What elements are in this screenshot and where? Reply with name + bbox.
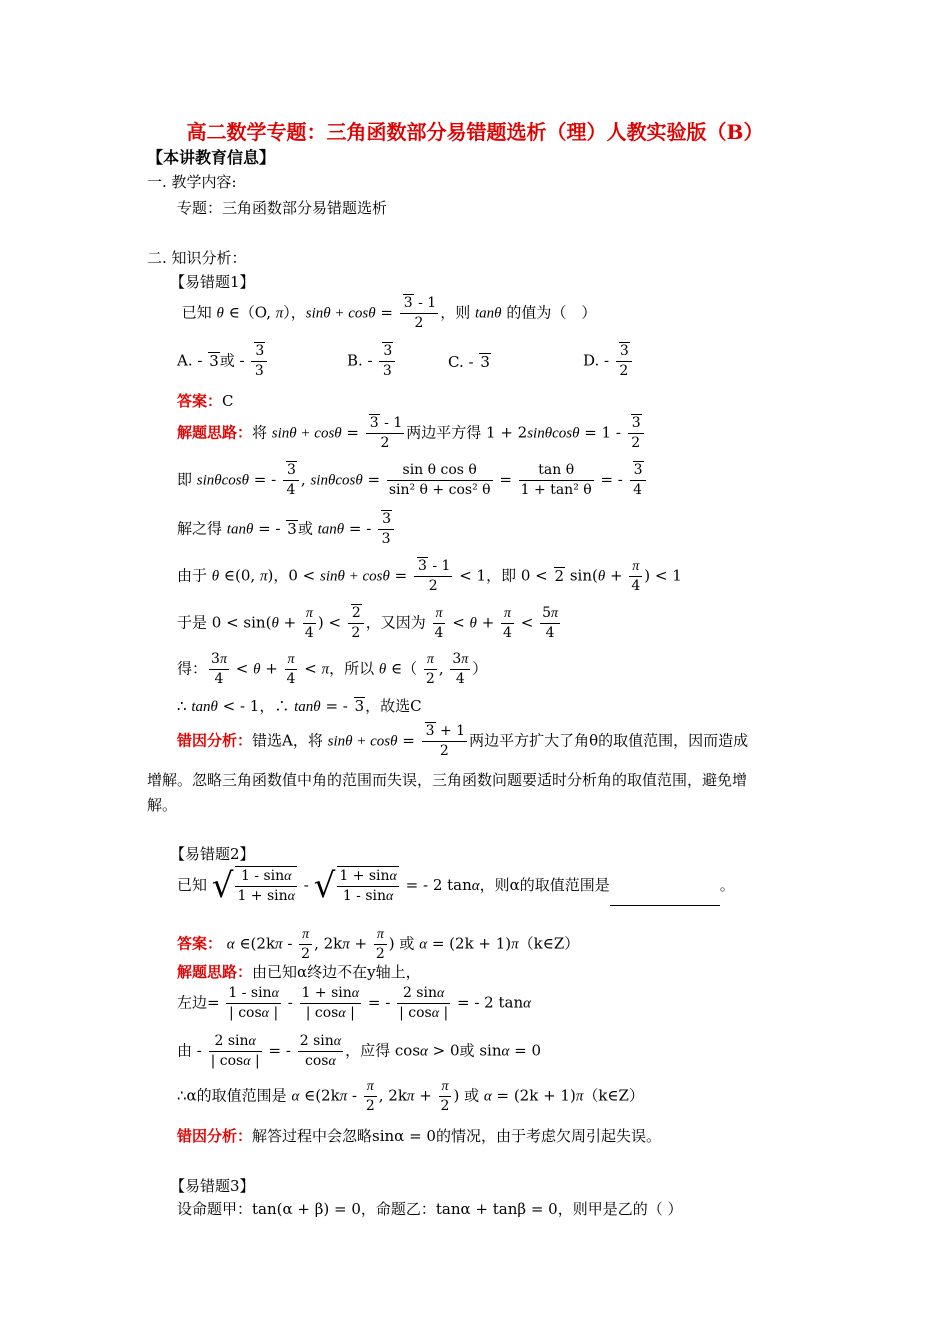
answer-label: 答案： [177,392,223,410]
analysis-heading: 二. 知识分析： [147,249,247,267]
solution-label: 解题思路： [177,963,253,981]
problem2-label: 【易错题2】 [170,845,255,863]
problem1-error-cont-2: 解。 [147,796,178,814]
error-text: 解答过程中会忽略sinα = 0的情况，由于考虑欠周引起失误。 [252,1127,661,1145]
topic-line: 专题：三角函数部分易错题选析 [177,199,388,217]
problem1-solution-6: 得： $\frac{3\pi}{4}$ < θ + $\frac{\pi}{4}$ < π，所以 θ ∈（ $\frac{\pi}{2}$ , $\frac{3\pi}{4}$ ） [177,651,488,687]
problem3-label: 【易错题3】 [170,1177,255,1195]
problem2-solution-1: 解题思路：由已知α终边不在y轴上， [177,963,421,981]
problem1-error-cont-1: 增解。忽略三角函数值中角的范围而失误，三角函数问题要适时分析角的取值范围，避免增 [147,771,748,789]
problem2-solution-2: 左边= $\frac{1 - \sin\alpha}{| \cos\alpha |}$ - $\frac{1 + \sin\alpha}{| \cos\alpha |}$ = - $\frac{2 \sin\alpha}{| \cos\alpha |}$ = - 2 tanα [177,985,531,1021]
problem1-option-a: A. - 3或 - $\frac{3}{3}$ [177,342,269,381]
problem2-solution-3: 由 - $\frac{2 \sin\alpha}{| \cos\alpha |}$ = - $\frac{2 \sin\alpha}{\cos\alpha}$ ，应得 cosα > 0或 sinα = 0 [177,1033,542,1069]
page-title: 高二数学专题：三角函数部分易错题选析（理）人教实验版（B） [186,120,764,144]
problem1-solution-1: 解题思路：将 sinθ + cosθ = $\frac{3 - 1}{2}$ 两边平方得 1 + 2sinθcosθ = 1 - $\frac{3}{2}$ [177,414,646,453]
problem1-option-b: B. - $\frac{3}{3}$ [347,342,397,381]
problem1-solution-7: ∴ tanθ < - 1，∴ tanθ = - 3，故选C [177,697,422,715]
problem1-answer [177,391,234,411]
solution-label: 解题思路： [177,423,253,442]
error-label: 错因分析： [177,731,253,750]
problem2-question: 已知 √ $\frac{1 - \sin\alpha}{1 + \sin\alpha}$ - √ $\frac{1 + \sin\alpha}{1 - \sin\alpha}$ = - 2 tanα，则α的取值范围是 。 [177,866,735,906]
problem1-option-d: D. - $\frac{3}{2}$ [583,342,634,381]
answer-value: C [222,392,234,410]
error-label: 错因分析： [177,1127,253,1145]
problem3-question: 设命题甲：tan(α + β) = 0，命题乙：tanα + tanβ = 0，则甲是乙的（ ） [177,1200,683,1218]
problem2-error [177,1126,661,1146]
section-header: 【本讲教育信息】 [147,148,276,167]
answer-label: 答案： [177,934,223,953]
problem2-solution-4: ∴α的取值范围是 α ∈(2kπ - $\frac{\pi}{2}$ , 2kπ + $\frac{\pi}{2}$ ) 或 α = (2k + 1)π（k∈Z） [177,1079,644,1114]
answer-blank[interactable] [610,889,720,906]
problem1-option-c: C. - 3 [448,353,490,371]
problem1-solution-4: 由于 θ ∈(0, π)，0 < sinθ + cosθ = $\frac{3 - 1}{2}$ < 1，即 0 < 2 sin(θ + $\frac{\pi}{4}$ ) < 1 [177,558,682,594]
problem1-solution-3: 解之得 tanθ = - 3或 tanθ = - $\frac{3}{3}$ [177,510,396,549]
problem2-answer: 答案： α ∈(2kπ - $\frac{\pi}{2}$ , 2kπ + $\frac{\pi}{2}$ ) 或 α = (2k + 1)π（k∈Z） [177,927,580,962]
problem1-solution-5: 于是 0 < sin(θ + $\frac{\pi}{4}$ ) < $\frac{2}{2}$ ，又因为 $\frac{\pi}{4}$ < θ + $\frac{\pi}{4}$ < $\frac{5\pi}{4}$ [177,605,558,641]
problem1-error: 错因分析：错选A，将 sinθ + cosθ = $\frac{3 + 1}{2}$ 两边平方扩大了角θ的取值范围，因而造成 [177,723,749,759]
problem1-label: 【易错题1】 [170,273,255,291]
problem1-solution-2: 即 sinθcosθ = - $\frac{3}{4}$ , sinθcosθ = $\frac{\text{sin θ cos θ}}{\text{sin² θ + cos² θ}}$ = $\frac{\text{tan θ}}{\text{1 + tan² θ}}$ = - $\frac{3}{4}$ [177,461,648,500]
problem1-question: 已知 θ ∈（O, π），sinθ + cosθ = $\frac{3 - 1}{2}$ ，则 tanθ 的值为（ ） [177,295,597,331]
content-heading: 一. 教学内容: [147,173,237,191]
